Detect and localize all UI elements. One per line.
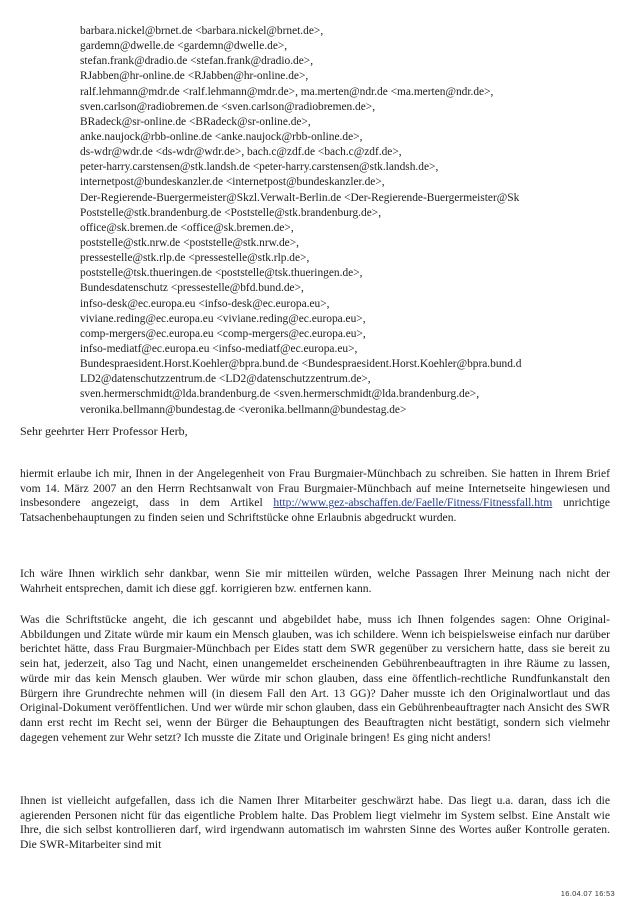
recipient-line: poststelle@stk.nrw.de <poststelle@stk.nrw.de>, <box>80 236 300 249</box>
recipient-line: Der-Regierende-Buergermeister@Skzl.Verwalt-Berlin.de <Der-Regierende-Buergermeister@Sk <box>80 191 520 204</box>
letter-salutation: Sehr geehrter Herr Professor Herb, <box>20 424 188 438</box>
recipient-line: ralf.lehmann@mdr.de <ralf.lehmann@mdr.de>, ma.merten@ndr.de <ma.merten@ndr.de>, <box>80 85 494 98</box>
recipient-line: viviane.reding@ec.europa.eu <viviane.reding@ec.europa.eu>, <box>80 312 366 325</box>
intro-text-after-link: unrichtige Tatsachenbehauptungen zu finden seien und Schriftstücke ohne Erlaubnis abgedruckt wurden. <box>20 496 610 525</box>
recipient-line: internetpost@bundeskanzler.de <internetpost@bundeskanzler.de>, <box>80 176 385 189</box>
recipient-list <box>80 24 629 418</box>
recipient-line: infso-mediatf@ec.europa.eu <infso-mediatf@ec.europa.eu>, <box>80 342 358 355</box>
recipient-line: LD2@datenschutzzentrum.de <LD2@datenschutzzentrum.de>, <box>80 373 371 386</box>
recipient-line: comp-mergers@ec.europa.eu <comp-mergers@ec.europa.eu>, <box>80 327 366 340</box>
letter-paragraph-documents: Was die Schriftstücke angeht, die ich gescannt und abgebildet habe, muss ich Ihnen folgendes sagen: Ohne Original-Abbildungen und Zitate würde mir kaum ein Mensch glauben, was ich schildere. Wenn ich beispielsweise einfach nur darüber berichtet hätte, dass Frau Burgmaier-Münchbach per Eides statt dem SWR gegenüber zu versichern hatte, dass sie bereit zu sein hat, jederzeit, also Tag und Nacht, einen unangemeldet erscheinenden Gebührenbeauftragten in ihre Räume zu lassen, würde mir das kein Mensch glauben. Wer würde mir schon glauben, dass eine öffentlich-rechtliche Rundfunkanstalt den Bürgern ihre Grundrechte nehmen will (in diesem Fall den Art. 13 GG)? Daher musste ich den Originalwortlaut und das Original-Dokument veröffentlichen. Und wer würde mir schon glauben, dass ein Gebührenbeauftragter nach Ansicht des SWR dann erst recht im Recht sei, wenn der Bürger die Behauptungen des Beauftragten nicht bestätigt, sondern sich vielmehr dagegen vehement zur Wehr setzt? Ich musste die Zitate und Originale bringen! Es ging nicht anders! <box>20 613 610 744</box>
intro-text-before-link: hiermit erlaube ich mir, Ihnen in der Angelegenheit von Frau Burgmaier-Münchbach zu schreiben. Sie hatten in Ihrem Brief vom 14. März 2007 an den Herrn Rechtsanwalt von Frau Burgmaier-Münchbach auf meine Internetseite hingewiesen und insbesondere angezeigt, dass in dem Artikel <box>20 467 610 510</box>
letter-paragraph-intro <box>20 467 610 526</box>
recipient-line: ds-wdr@wdr.de <ds-wdr@wdr.de>, bach.c@zdf.de <bach.c@zdf.de>, <box>80 146 402 159</box>
fax-timestamp: 16.04.07 16:53 <box>560 889 615 898</box>
recipient-line: Bundespraesident.Horst.Koehler@bpra.bund.de <Bundespraesident.Horst.Koehler@bpra.bund.d <box>80 358 522 371</box>
article-link[interactable]: http://www.gez-abschaffen.de/Faelle/Fitness/Fitnessfall.htm <box>273 496 553 510</box>
recipient-line: peter-harry.carstensen@stk.landsh.de <peter-harry.carstensen@stk.landsh.de>, <box>80 161 439 174</box>
recipient-line: Poststelle@stk.brandenburg.de <Poststelle@stk.brandenburg.de>, <box>80 206 382 219</box>
recipient-line: pressestelle@stk.rlp.de <pressestelle@stk.rlp.de>, <box>80 252 310 265</box>
recipient-line: anke.naujock@rbb-online.de <anke.naujock@rbb-online.de>, <box>80 130 363 143</box>
recipient-line: veronika.bellmann@bundestag.de <veronika.bellmann@bundestag.de> <box>80 403 407 416</box>
recipient-line: office@sk.bremen.de <office@sk.bremen.de>, <box>80 221 294 234</box>
recipient-line: poststelle@tsk.thueringen.de <poststelle@tsk.thueringen.de>, <box>80 267 363 280</box>
recipient-line: Bundesdatenschutz <pressestelle@bfd.bund.de>, <box>80 282 304 295</box>
recipient-line: stefan.frank@dradio.de <stefan.frank@dradio.de>, <box>80 55 314 68</box>
recipient-line: RJabben@hr-online.de <RJabben@hr-online.de>, <box>80 70 309 83</box>
recipient-line: barbara.nickel@brnet.de <barbara.nickel@brnet.de>, <box>80 25 324 37</box>
recipient-line: infso-desk@ec.europa.eu <infso-desk@ec.europa.eu>, <box>80 297 330 310</box>
recipient-line: gardemn@dwelle.de <gardemn@dwelle.de>, <box>80 40 288 53</box>
letter-paragraph-names: Ihnen ist vielleicht aufgefallen, dass ich die Namen Ihrer Mitarbeiter geschwärzt habe. Das liegt u.a. daran, dass ich die agierenden Personen nicht für das eigentliche Problem halte. Das Problem liegt vielmehr im System selbst. Eine Anstalt wie Ihre, die sich selbst kontrollieren darf, wird irgendwann automatisch im wahrsten Sinne des Wortes außer Kontrolle geraten. Die SWR-Mitarbeiter sind mit <box>20 794 610 852</box>
recipient-line: sven.carlson@radiobremen.de <sven.carlson@radiobremen.de>, <box>80 100 376 113</box>
recipient-line: BRadeck@sr-online.de <BRadeck@sr-online.de>, <box>80 115 311 128</box>
recipient-line: sven.hermerschmidt@lda.brandenburg.de <sven.hermerschmidt@lda.brandenburg.de>, <box>80 388 480 401</box>
letter-paragraph-request: Ich wäre Ihnen wirklich sehr dankbar, wenn Sie mir mitteilen würden, welche Passagen Ihrer Meinung nach nicht der Wahrheit entsprechen, damit ich diese ggf. korrigieren bzw. entfernen kann. <box>20 567 610 595</box>
